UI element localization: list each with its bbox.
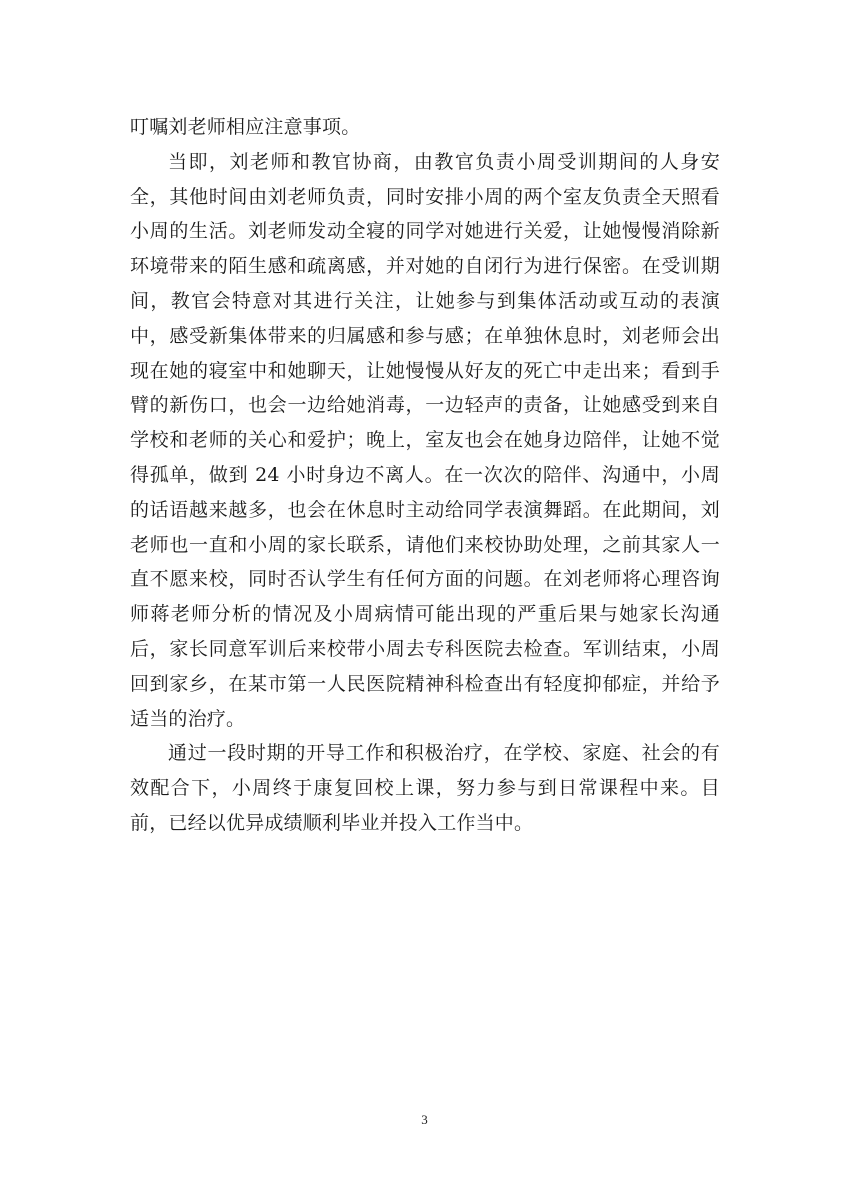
body-text bbox=[130, 110, 720, 841]
page-number: 3 bbox=[421, 1112, 428, 1127]
paragraph-continuation: 叮嘱刘老师相应注意事项。 bbox=[130, 116, 361, 138]
paragraph-outcome: 通过一段时期的开导工作和积极治疗，在学校、家庭、社会的有效配合下，小周终于康复回校上课，努力参与到日常课程中来。目前，已经以优异成绩顺利毕业并投入工作当中。 bbox=[130, 742, 720, 834]
paragraph-intervention: 当即，刘老师和教官协商，由教官负责小周受训期间的人身安全，其他时间由刘老师负责，同时安排小周的两个室友负责全天照看小周的生活。刘老师发动全寝的同学对她进行关爱，让她慢慢消除新环境带来的陌生感和疏离感，并对她的自闭行为进行保密。在受训期间，教官会特意对其进行关注，让她参与到集体活动或互动的表演中，感受新集体带来的归属感和参与感；在单独休息时，刘老师会出现在她的寝室中和她聊天，让她慢慢从好友的死亡中走出来；看到手臂的新伤口，也会一边给她消毒，一边轻声的责备，让她感受到来自学校和老师的关心和爱护；晚上，室友也会在她身边陪伴，让她不觉得孤单，做到 24 小时身边不离人。在一次次的陪伴、沟通中，小周的话语越来越多，也会在休息时主动给同学表演舞蹈。在此期间，刘老师也一直和小周的家长联系，请他们来校协助处理，之前其家人一直不愿来校，同时否认学生有任何方面的问题。在刘老师将心理咨询师蒋老师分析的情况及小周病情可能出现的严重后果与她家长沟通后，家长同意军训后来校带小周去专科医院去检查。军训结束，小周回到家乡，在某市第一人民医院精神科检查出有轻度抑郁症，并给予适当的治疗。 bbox=[130, 150, 720, 730]
